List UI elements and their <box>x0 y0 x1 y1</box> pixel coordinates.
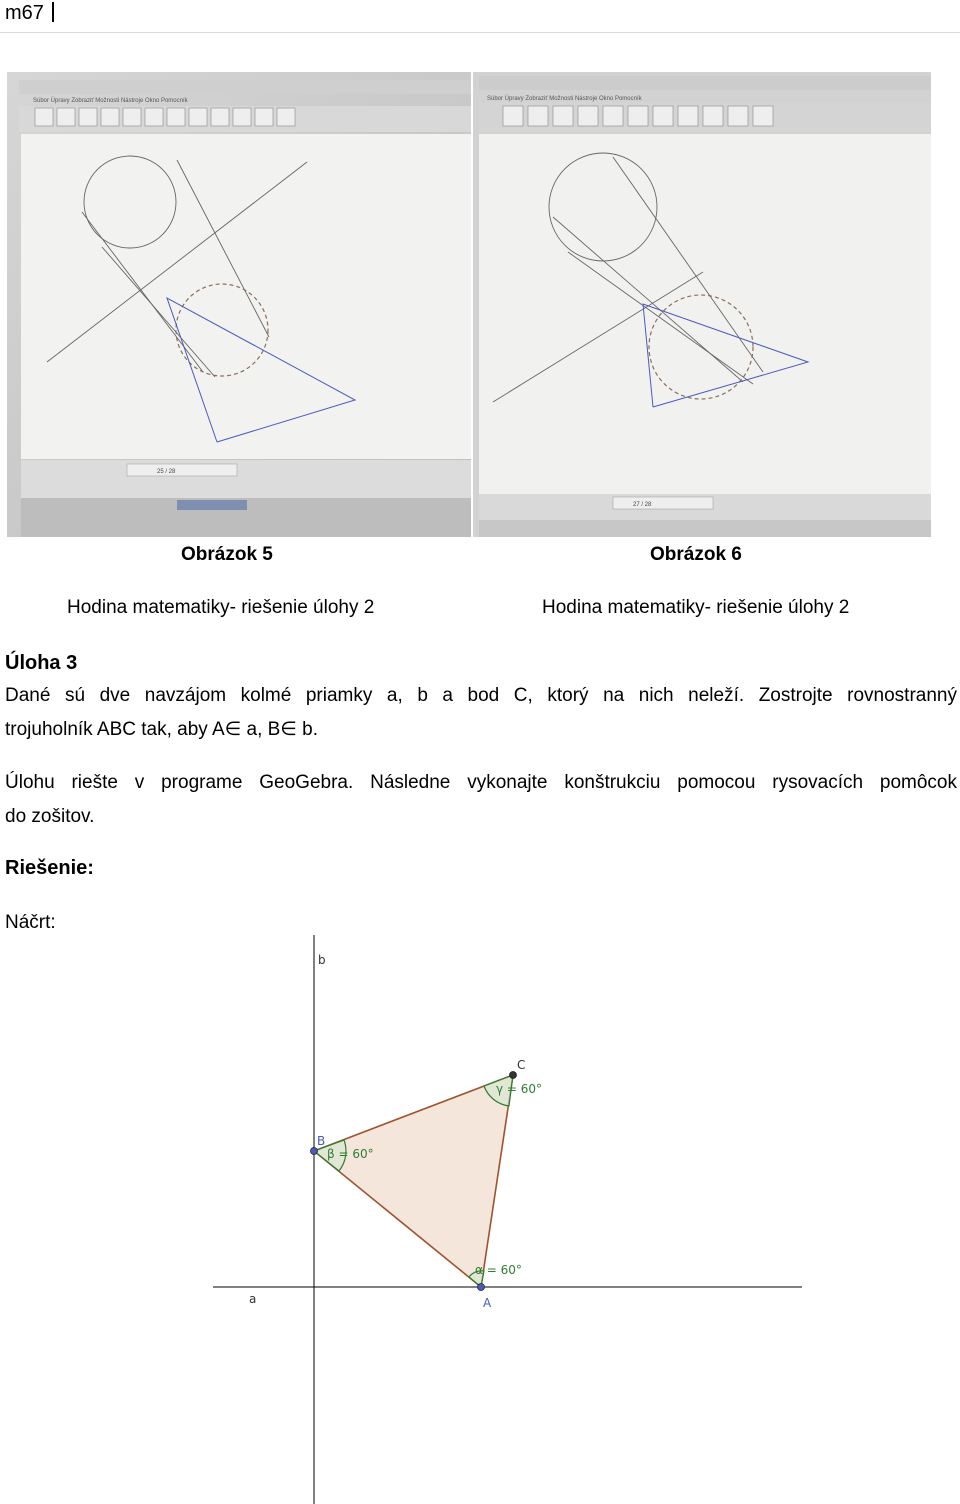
sketch-label: Náčrt: <box>5 912 56 933</box>
task-text-line-4: do zošitov. <box>5 806 95 827</box>
point-b <box>311 1148 318 1155</box>
page-header <box>0 0 960 33</box>
label-line-b: b <box>318 953 326 967</box>
photo5-page: 25 / 28 <box>157 469 176 475</box>
label-point-a: A <box>483 1296 492 1310</box>
task-heading: Úloha 3 <box>5 652 78 674</box>
figure-6-label: Obrázok 6 <box>650 544 742 565</box>
figure-5-caption: Hodina matematiky- riešenie úlohy 2 <box>67 597 375 618</box>
photo6-page: 27 / 28 <box>633 502 652 508</box>
label-line-a: a <box>249 1292 257 1306</box>
task-text-line-3: Úlohu riešte v programe GeoGebra. Následne vykonajte konštrukciu pomocou rysovacích pomôcok <box>5 772 957 793</box>
point-c <box>510 1072 517 1079</box>
solution-heading: Riešenie: <box>5 857 94 879</box>
triangle-abc <box>314 1075 513 1287</box>
label-point-c: C <box>517 1058 526 1072</box>
label-angle-gamma: γ = 60° <box>496 1082 543 1096</box>
point-a <box>478 1284 485 1291</box>
task-text-line-1: Dané sú dve navzájom kolmé priamky a, b a bod C, ktorý na nich neleží. Zostrojte rovnostranný <box>5 685 957 706</box>
photo-figure-5 <box>7 72 471 537</box>
header-code: m67 <box>5 2 44 24</box>
photo5-menu: Súbor Úpravy Zobraziť Možnosti Nástroje Okno Pomocník <box>33 98 188 104</box>
label-angle-beta: β = 60° <box>327 1147 374 1161</box>
label-point-b: B <box>317 1134 326 1148</box>
figure-5-label: Obrázok 5 <box>181 544 273 565</box>
geogebra-sketch <box>0 930 960 1504</box>
photo-figure-6 <box>473 72 931 537</box>
label-angle-alpha: α = 60° <box>475 1263 522 1277</box>
figure-6-caption: Hodina matematiky- riešenie úlohy 2 <box>542 597 850 618</box>
text-cursor <box>52 2 54 22</box>
photo6-menu: Súbor Úpravy Zobraziť Možnosti Nástroje Okno Pomocník <box>487 96 642 102</box>
task-text-line-2: trojuholník ABC tak, aby A∈ a, B∈ b. <box>5 719 318 740</box>
